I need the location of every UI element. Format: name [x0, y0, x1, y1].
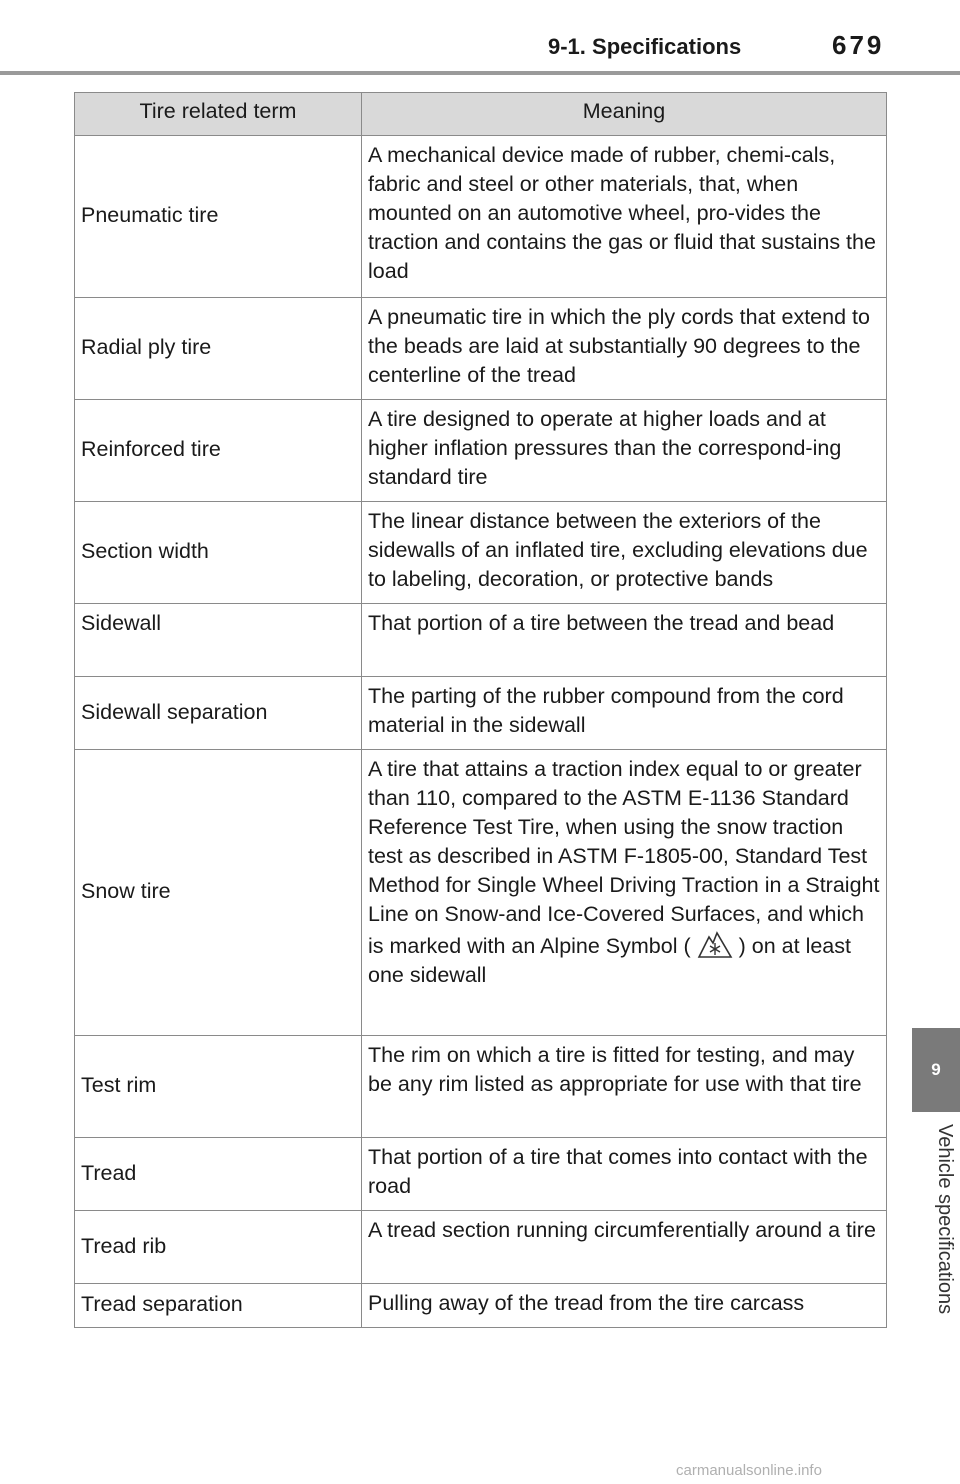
meaning-cell: Pulling away of the tread from the tire carcass — [362, 1284, 887, 1328]
page-number: 679 — [832, 30, 885, 60]
meaning-cell — [362, 750, 887, 1036]
term-cell: Section width — [75, 502, 362, 604]
section-title: 9-1. Specifications — [548, 34, 742, 59]
column-header-term: Tire related term — [75, 93, 362, 136]
meaning-cell: That portion of a tire between the tread and bead — [362, 604, 887, 677]
meaning-cell: A mechanical device made of rubber, chemi-cals, fabric and steel or other materials, that, when mounted on an automotive wheel, pro-vides the traction and contains the gas or fluid that sustains the load — [362, 136, 887, 298]
meaning-cell: A tread section running circumferentially around a tire — [362, 1211, 887, 1284]
table-row — [75, 298, 887, 400]
table-row — [75, 1138, 887, 1211]
table-row — [75, 677, 887, 750]
table-row — [75, 1036, 887, 1138]
tire-terms-table — [74, 92, 887, 1328]
meaning-cell: That portion of a tire that comes into contact with the road — [362, 1138, 887, 1211]
table-row — [75, 1284, 887, 1328]
table-row — [75, 400, 887, 502]
chapter-title: Vehicle specifications — [934, 1124, 956, 1315]
term-cell: Tread rib — [75, 1211, 362, 1284]
table-row — [75, 750, 887, 1036]
term-cell: Snow tire — [75, 750, 362, 1036]
watermark: carmanualsonline.info — [676, 1462, 822, 1479]
meaning-cell: The parting of the rubber compound from the cord material in the sidewall — [362, 677, 887, 750]
meaning-cell: The linear distance between the exteriors of the sidewalls of an inflated tire, excluding elevations due to labeling, decoration, or protective bands — [362, 502, 887, 604]
meaning-cell: A tire designed to operate at higher loads and at higher inflation pressures than the correspond-ing standard tire — [362, 400, 887, 502]
table-row — [75, 604, 887, 677]
table-header-row — [75, 93, 887, 136]
term-cell: Pneumatic tire — [75, 136, 362, 298]
table-row — [75, 136, 887, 298]
meaning-text-end: ) on at least one sidewall — [368, 934, 851, 987]
header-rule — [0, 71, 960, 75]
meaning-cell: A pneumatic tire in which the ply cords that extend to the beads are laid at substantially 90 degrees to the centerline of the tread — [362, 298, 887, 400]
alpine-snowflake-icon — [695, 929, 735, 959]
term-cell: Reinforced tire — [75, 400, 362, 502]
term-cell: Sidewall — [75, 604, 362, 677]
column-header-meaning: Meaning — [362, 93, 887, 136]
term-cell: Sidewall separation — [75, 677, 362, 750]
table-row — [75, 1211, 887, 1284]
term-cell: Radial ply tire — [75, 298, 362, 400]
page-header — [0, 0, 960, 76]
table-row — [75, 502, 887, 604]
term-cell: Tread — [75, 1138, 362, 1211]
term-cell: Test rim — [75, 1036, 362, 1138]
meaning-text: A tire that attains a traction index equal to or greater than 110, compared to the ASTM E-1136 Standard Reference Test Tire, when using the snow traction test as described in ASTM F-1805-00, Standard Test Method for Single Wheel Driving Traction in a Straight Line on Snow-and Ice-Covered Surfaces, and which is marked with an Alpine Symbol ( — [368, 757, 880, 958]
term-cell: Tread separation — [75, 1284, 362, 1328]
meaning-cell: The rim on which a tire is fitted for testing, and may be any rim listed as appropriate for use with that tire — [362, 1036, 887, 1138]
chapter-tab[interactable]: 9 — [912, 1028, 960, 1112]
